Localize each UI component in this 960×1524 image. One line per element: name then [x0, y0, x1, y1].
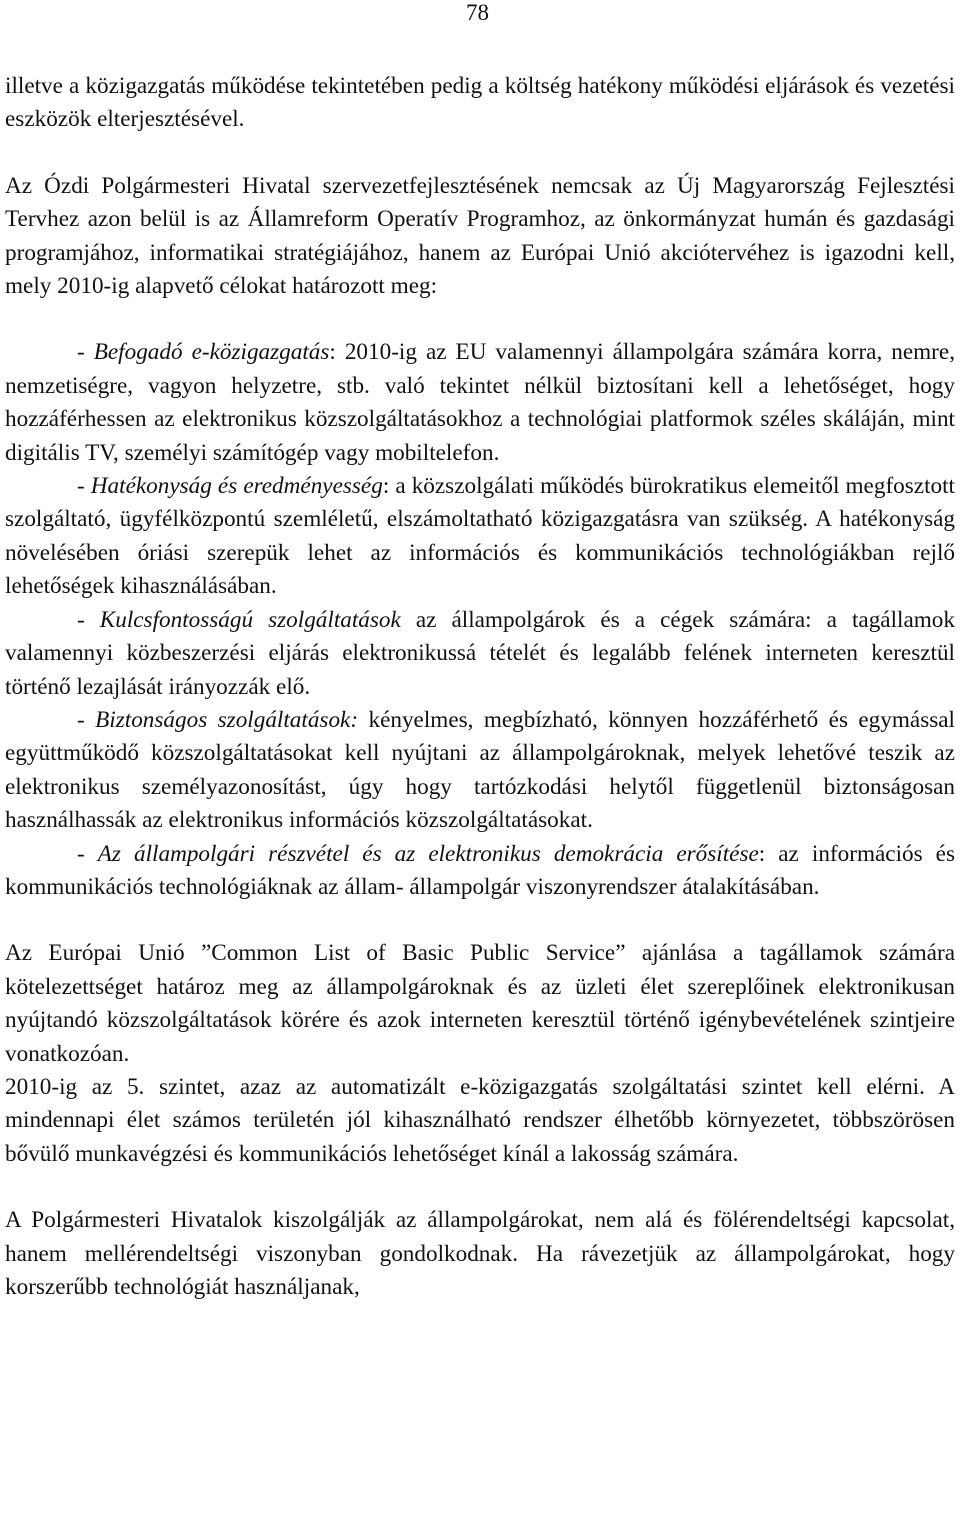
bullet-label: Kulcsfontosságú szolgáltatások: [99, 606, 401, 633]
paragraph-common-list: Az Európai Unió ”Common List of Basic Public Service” ajánlása a tagállamok számára kötelezettséget határoz meg az állampolgároknak és az üzleti élet szereplőinek elektronikusan nyújtandó közszolgáltatások körére és azok interneten keresztül történő igénybevételének szintjeire vonatkozóan.: [5, 940, 955, 1067]
bullet-label: Az állampolgári részvétel és az elektronikus demokrácia erősítése: [97, 840, 759, 867]
bullet-text: az állampolgárok és a cégek számára: a tagállamok valamennyi közbeszerzési eljárás elektronikussá tételét és legalább felének interneten keresztül történő lezajlását irányozzák elő.: [5, 606, 955, 700]
bullet-label: Befogadó e-közigazgatás: [93, 339, 330, 366]
bullet-dash: -: [77, 339, 94, 366]
page-number: 78: [466, 0, 489, 25]
bullet-key-services: [5, 604, 955, 704]
bullet-text: : az információs és kommunikációs technológiáknak az állam- állampolgár viszonyrendszer átalakításában.: [5, 840, 955, 900]
bullet-label: Biztonságos szolgáltatások:: [95, 706, 359, 733]
bullet-efficiency: [5, 470, 955, 604]
bullet-secure-services: [5, 704, 955, 838]
bullet-dash: -: [77, 473, 91, 500]
bullet-edemocracy: [5, 838, 955, 905]
bullet-text: : 2010-ig az EU valamennyi állampolgára számára korra, nemre, nemzetiségre, vagyon helyzetre, stb. való tekintet nélkül biztosítani kell a lehetőséget, hogy hozzáférhessen az elektronikus közszolgáltatásokhoz a technológiai platformok széles skáláján, mint digitális TV, személyi számítógép vagy mobiltelefon.: [5, 339, 955, 466]
bullet-dash: -: [77, 840, 98, 867]
paragraph-organisational-development: Az Ózdi Polgármesteri Hivatal szervezetfejlesztésének nemcsak az Új Magyarország Fejlesztési Tervhez azon belül is az Államreform Operatív Programhoz, az önkormányzat humán és gazdasági programjához, informatikai stratégiájához, hanem az Európai Unió akciótervéhez is igazodni kell, mely 2010-ig alapvető célokat határozott meg:: [5, 172, 955, 300]
bullet-inclusive-egovernment: [5, 336, 955, 470]
bullet-dash: -: [77, 706, 96, 733]
paragraph-intro-continuation: illetve a közigazgatás működése tekintetében pedig a költség hatékony működési eljárások és vezetési eszközök elterjesztésével.: [5, 73, 955, 133]
bullet-dash: -: [77, 606, 100, 633]
bullet-text: : a közszolgálati működés bürokratikus elemeitől megfosztott szolgáltató, ügyfélközpontú szemléletű, elszámoltatható közigazgatásra van szükség. A hatékonyság növelésében óriási szerepük lehet az információs és kommunikációs technológiákban rejlő lehetőségek kihasználásában.: [5, 473, 955, 600]
bullet-text: kényelmes, megbízható, könnyen hozzáférhető és egymással együttműködő közszolgáltatásokat kell nyújtani az állampolgároknak, melyek lehetővé teszik az elektronikus személyazonosítást, úgy hogy tartózkodási helytől függetlenül biztonságosan használhassák az elektronikus információs közszolgáltatásokat.: [5, 706, 955, 834]
paragraph-mayoral-offices: A Polgármesteri Hivatalok kiszolgálják az állampolgárokat, nem alá és fölérendeltségi kapcsolat, hanem mellérendeltségi viszonyban gondolkodnak. Ha rávezetjük az állampolgárokat, hogy korszerűbb technológiát használjanak,: [5, 1207, 955, 1300]
paragraph-level-five: 2010-ig az 5. szintet, azaz az automatizált e-közigazgatás szolgáltatási szintet kell elérni. A mindennapi élet számos területén jól kihasználható rendszer élhetőbb környezetet, többszörösen bővülő munkavégzési és kommunikációs lehetőséget kínál a lakosság számára.: [5, 1073, 955, 1167]
bullet-label: Hatékonyság és eredményesség: [90, 473, 383, 500]
document-body: [5, 70, 955, 1304]
